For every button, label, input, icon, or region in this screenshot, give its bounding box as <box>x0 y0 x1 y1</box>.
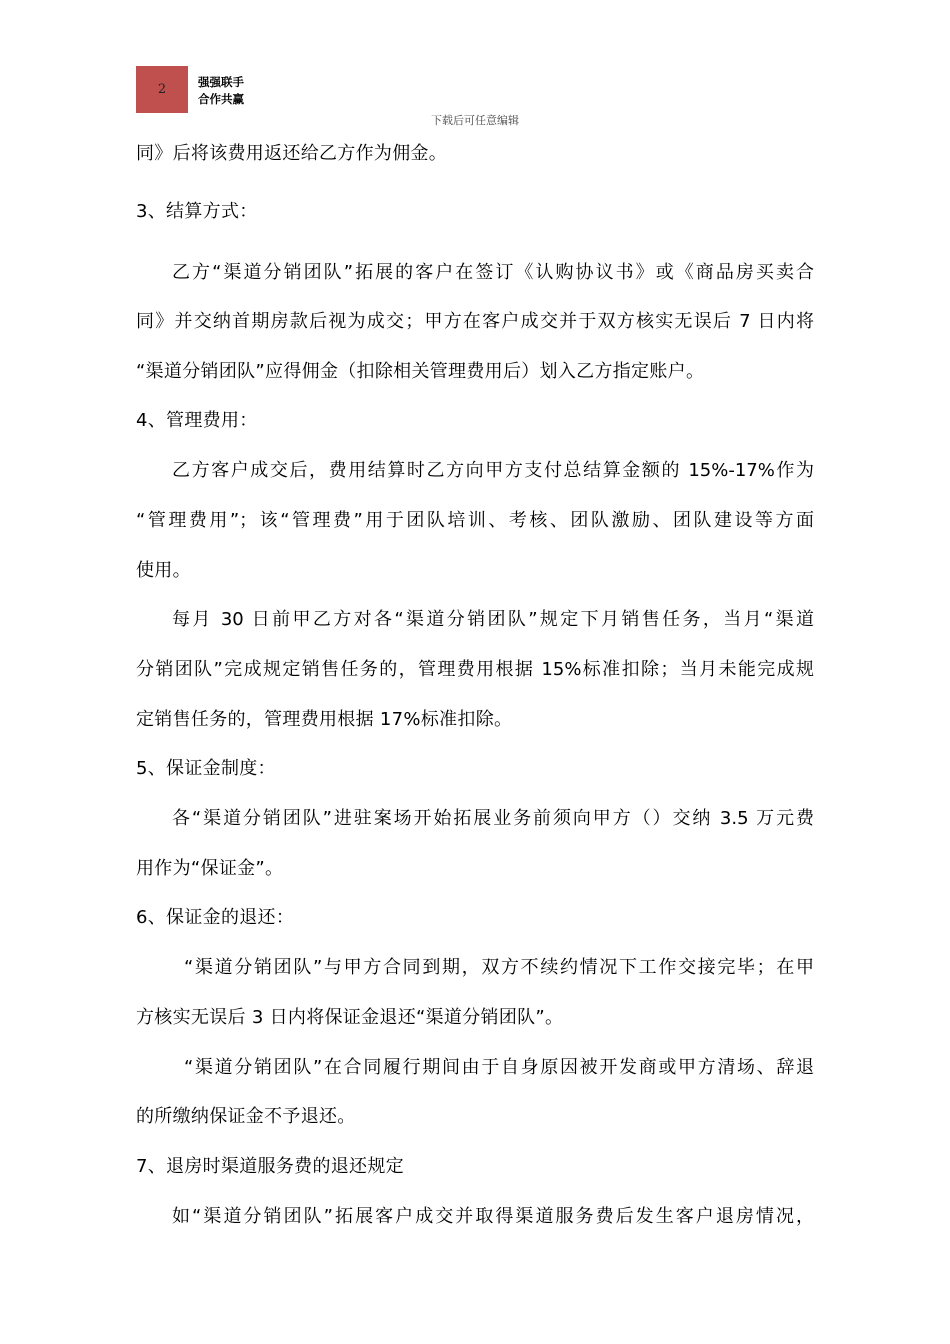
paragraph-line: 用作为“保证金”。 <box>136 858 284 879</box>
page-number-badge <box>136 66 188 113</box>
paragraph-line: 方核实无误后 3 日内将保证金退还“渠道分销团队”。 <box>136 1007 564 1028</box>
paragraph-line: 每月 30 日前甲乙方对各“渠道分销团队”规定下月销售任务，当月“渠道 <box>172 609 814 630</box>
paragraph-line: 同》并交纳首期房款后视为成交；甲方在客户成交并于双方核实无误后 7 日内将 <box>136 311 814 332</box>
slogan-line-2: 合作共赢 <box>198 92 244 106</box>
slogan-line-1: 强强联手 <box>198 75 244 89</box>
paragraph-line: 如“渠道分销团队”拓展客户成交并取得渠道服务费后发生客户退房情况， <box>172 1206 814 1227</box>
paragraph-line: 的所缴纳保证金不予退还。 <box>136 1106 356 1127</box>
paragraph-line: “渠道分销团队”应得佣金（扣除相关管理费用后）划入乙方指定账户。 <box>136 361 705 382</box>
paragraph-line: 定销售任务的，管理费用根据 17%标准扣除。 <box>136 709 513 730</box>
section-heading: 4、管理费用： <box>136 410 258 431</box>
paragraph-line: “渠道分销团队”与甲方合同到期，双方不续约情况下工作交接完毕；在甲 <box>184 957 814 978</box>
section-heading: 6、保证金的退还： <box>136 907 295 928</box>
page-number: 2 <box>157 82 167 97</box>
section-heading: 5、保证金制度： <box>136 758 276 779</box>
section-heading: 7、退房时渠道服务费的退还规定 <box>136 1156 404 1177</box>
paragraph-line: 分销团队”完成规定销售任务的，管理费用根据 15%标准扣除；当月未能完成规 <box>136 659 814 680</box>
paragraph-line: “渠道分销团队”在合同履行期间由于自身原因被开发商或甲方清场、辞退 <box>184 1057 814 1078</box>
paragraph-line: “管理费用”；该“管理费”用于团队培训、考核、团队激励、团队建设等方面 <box>136 510 814 531</box>
header-slogan <box>198 74 244 108</box>
section-heading: 3、结算方式： <box>136 201 258 222</box>
paragraph-line: 乙方客户成交后，费用结算时乙方向甲方支付总结算金额的 15%-17%作为 <box>172 460 814 481</box>
paragraph-line: 同》后将该费用返还给乙方作为佣金。 <box>136 143 448 164</box>
paragraph-line: 乙方“渠道分销团队”拓展的客户在签订《认购协议书》或《商品房买卖合 <box>172 262 814 283</box>
paragraph-line: 使用。 <box>136 560 191 581</box>
paragraph-line: 各“渠道分销团队”进驻案场开始拓展业务前须向甲方（）交纳 3.5 万元费 <box>172 808 814 829</box>
edit-note: 下载后可任意编辑 <box>431 114 519 127</box>
